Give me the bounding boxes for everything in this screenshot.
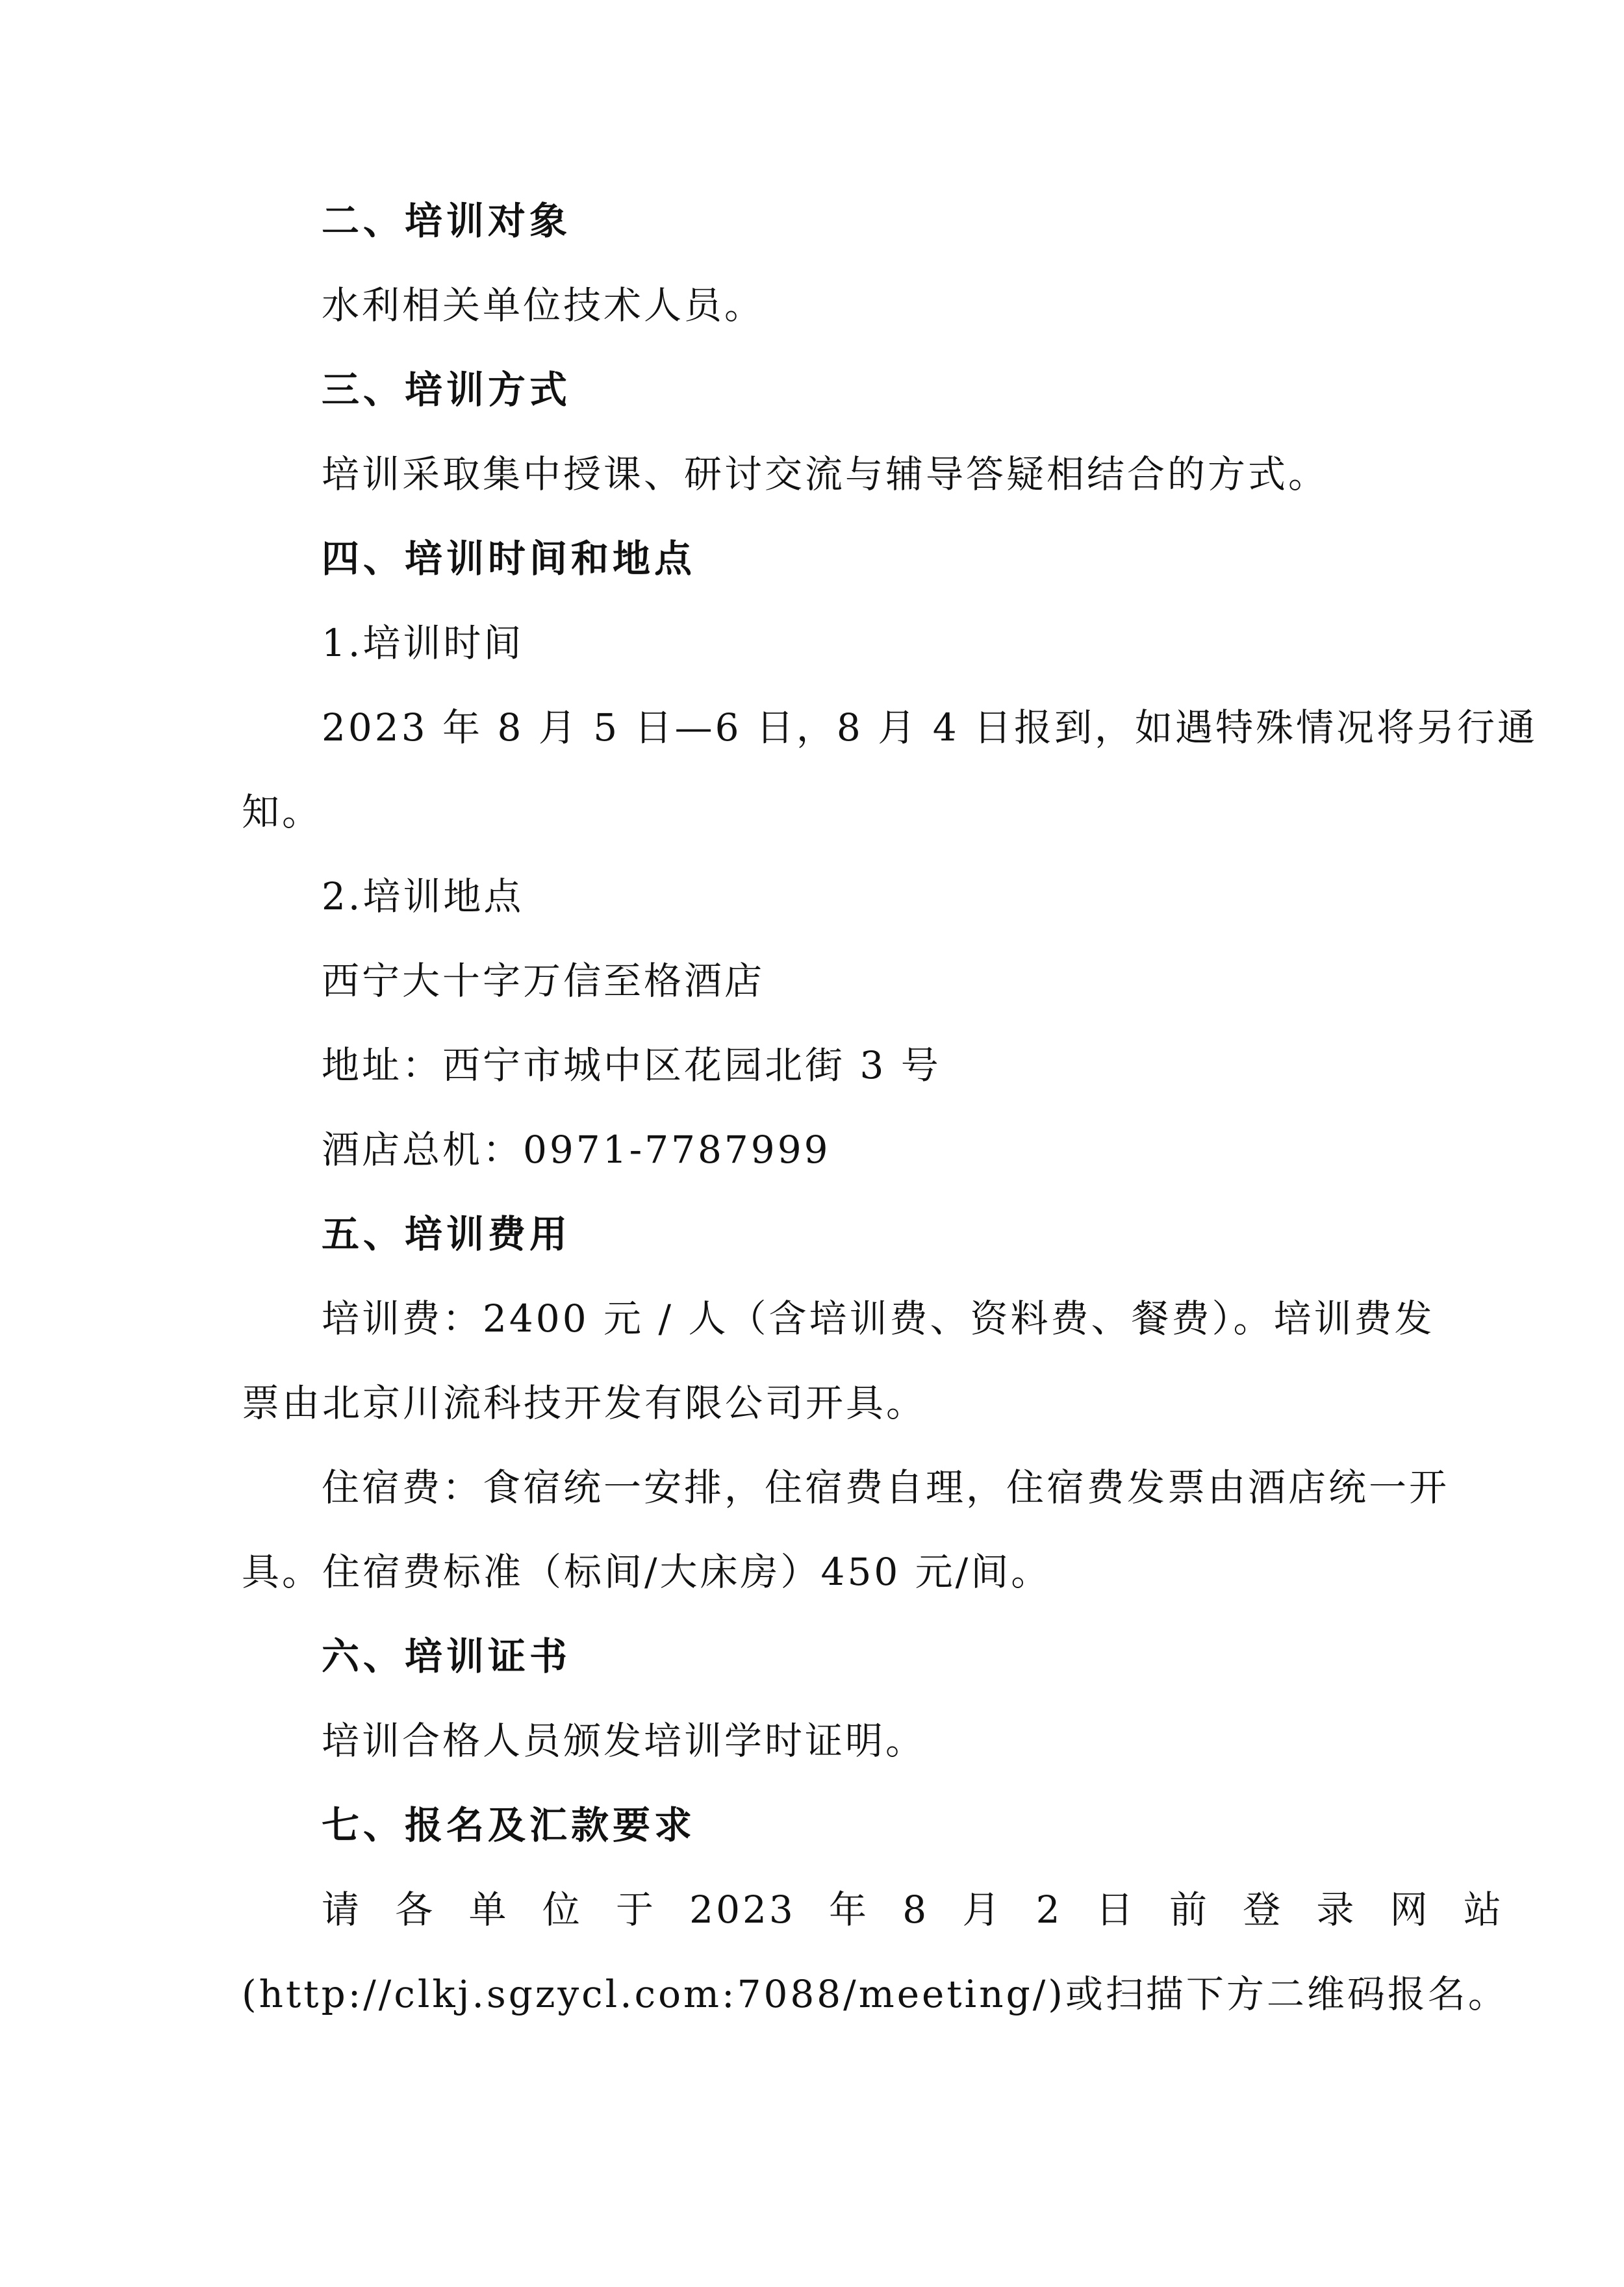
training-time-label: 1.培训时间: [322, 621, 524, 665]
reg-token: 月: [962, 1888, 1003, 1932]
training-target-text: 水利相关单位技术人员。: [322, 283, 765, 327]
certificate-text: 培训合格人员颁发培训学时证明。: [322, 1719, 926, 1763]
reg-token: 请: [322, 1888, 362, 1932]
hotel-address: 地址：西宁市城中区花园北街 3 号: [322, 1043, 941, 1087]
section-heading-time-place: 四、培训时间和地点: [322, 537, 696, 581]
hotel-name: 西宁大十字万信至格酒店: [322, 959, 765, 1003]
reg-token: 2023: [689, 1888, 796, 1932]
reg-token: 前: [1169, 1888, 1210, 1932]
reg-token: 站: [1463, 1888, 1504, 1932]
section-heading-training-method: 三、培训方式: [322, 368, 572, 412]
section-heading-fees: 五、培训费用: [322, 1212, 572, 1256]
lodging-fee-line1: 住宿费：食宿统一安排，住宿费自理，住宿费发票由酒店统一开: [322, 1465, 1450, 1510]
reg-token: 登: [1243, 1888, 1284, 1932]
reg-token: 各: [395, 1888, 436, 1932]
training-time-text-line1: 2023 年 8 月 5 日—6 日，8 月 4 日报到，如遇特殊情况将另行通: [322, 705, 1538, 750]
registration-text-line1: [322, 1884, 1504, 1936]
registration-text-line2: (http://clkj.sgzycl.com:7088/meeting/)或扫描下方二维码报名。: [242, 1972, 1508, 2016]
lodging-fee-line2: 具。住宿费标准（标间/大床房）450 元/间。: [242, 1550, 1052, 1594]
hotel-phone: 酒店总机：0971-7787999: [322, 1128, 831, 1172]
section-heading-registration: 七、报名及汇款要求: [322, 1803, 696, 1847]
reg-token: 8: [902, 1888, 930, 1932]
reg-token: 网: [1389, 1888, 1430, 1932]
reg-token: 2: [1035, 1888, 1063, 1932]
reg-token: 年: [829, 1888, 870, 1932]
section-heading-training-target: 二、培训对象: [322, 199, 572, 243]
training-method-text: 培训采取集中授课、研讨交流与辅导答疑相结合的方式。: [322, 452, 1329, 496]
reg-token: 于: [615, 1888, 656, 1932]
reg-token: 日: [1095, 1888, 1136, 1932]
training-place-label: 2.培训地点: [322, 874, 524, 918]
training-fee-line1: 培训费：2400 元 / 人（含培训费、资料费、餐费）。培训费发: [322, 1296, 1435, 1341]
section-heading-certificate: 六、培训证书: [322, 1634, 572, 1678]
training-fee-line2: 票由北京川流科技开发有限公司开具。: [242, 1381, 927, 1425]
reg-token: 单: [468, 1888, 509, 1932]
reg-token: 位: [542, 1888, 583, 1932]
reg-token: 录: [1316, 1888, 1357, 1932]
training-time-text-line2: 知。: [242, 790, 323, 834]
